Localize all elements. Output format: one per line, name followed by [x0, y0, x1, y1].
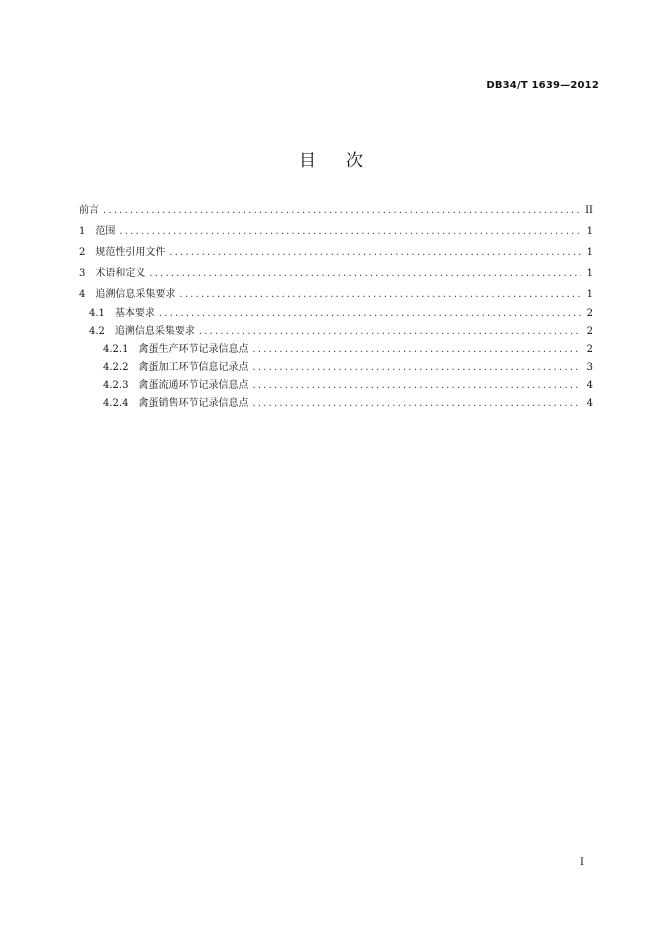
toc-entry-number: 4.1 [89, 308, 105, 319]
toc-entry-page: 2 [586, 344, 593, 355]
toc-leader-dots [149, 263, 581, 284]
toc-entry-text: 禽蛋销售环节记录信息点 [138, 398, 249, 409]
toc-entry-text: 术语和定义 [95, 268, 146, 279]
toc-leader-dots [169, 242, 581, 263]
toc-leader-dots [103, 200, 581, 221]
toc-entry-text: 禽蛋生产环节记录信息点 [138, 344, 249, 355]
toc-entry-text: 范围 [95, 226, 116, 237]
toc-entry-page: 2 [586, 326, 593, 337]
toc-entry-page: II [585, 205, 593, 216]
page-number: I [580, 857, 584, 868]
toc-entry-text: 禽蛋流通环节记录信息点 [138, 380, 249, 391]
document-code: DB34/T 1639—2012 [486, 80, 599, 91]
toc-entry-4-2-1[interactable] [79, 341, 593, 359]
toc-leader-dots [252, 359, 581, 377]
toc-entry-3[interactable] [79, 263, 593, 284]
toc-leader-dots [159, 305, 581, 323]
toc-entry-number: 4.2.1 [103, 344, 129, 355]
toc-entry-text: 追溯信息采集要求 [114, 326, 195, 337]
toc-entry-page: 1 [586, 226, 593, 237]
toc-entry-page: 1 [586, 247, 593, 258]
toc-leader-dots [252, 377, 581, 395]
toc-entry-number: 3 [79, 268, 86, 279]
toc-entry-number: 4.2 [89, 326, 105, 337]
page-title: 目次 [299, 151, 393, 171]
toc-leader-dots [252, 341, 581, 359]
toc-entry-4[interactable] [79, 284, 593, 305]
toc-entry-page: 3 [586, 362, 593, 373]
toc-entry-4-2-4[interactable] [79, 395, 593, 413]
toc-entry-text: 规范性引用文件 [95, 247, 166, 258]
toc-entry-number: 4.2.4 [103, 398, 129, 409]
toc-entry-page: 2 [586, 308, 593, 319]
toc-entry-4-2[interactable] [79, 323, 593, 341]
toc-entry-number: 1 [79, 226, 86, 237]
toc-entry-foreword[interactable] [79, 200, 593, 221]
toc-entry-number: 4.2.3 [103, 380, 129, 391]
toc-entry-4-2-3[interactable] [79, 377, 593, 395]
toc-entry-number: 2 [79, 247, 86, 258]
toc-entry-number: 4.2.2 [103, 362, 129, 373]
toc-entry-page: 1 [586, 289, 593, 300]
toc-entry-text: 禽蛋加工环节信息记录点 [138, 362, 249, 373]
toc-entry-4-1[interactable] [79, 305, 593, 323]
toc-leader-dots [199, 323, 581, 341]
toc-entry-number: 4 [79, 289, 86, 300]
toc-entry-1[interactable] [79, 221, 593, 242]
toc-entry-page: 1 [586, 268, 593, 279]
toc-entry-text: 基本要求 [114, 308, 155, 319]
toc-entry-page: 4 [586, 380, 593, 391]
table-of-contents [79, 200, 593, 413]
toc-entry-text: 追溯信息采集要求 [95, 289, 176, 300]
toc-entry-2[interactable] [79, 242, 593, 263]
toc-entry-text: 前言 [79, 205, 99, 216]
toc-entry-4-2-2[interactable] [79, 359, 593, 377]
toc-leader-dots [179, 284, 581, 305]
toc-leader-dots [119, 221, 581, 242]
toc-leader-dots [252, 395, 581, 413]
toc-entry-page: 4 [586, 398, 593, 409]
